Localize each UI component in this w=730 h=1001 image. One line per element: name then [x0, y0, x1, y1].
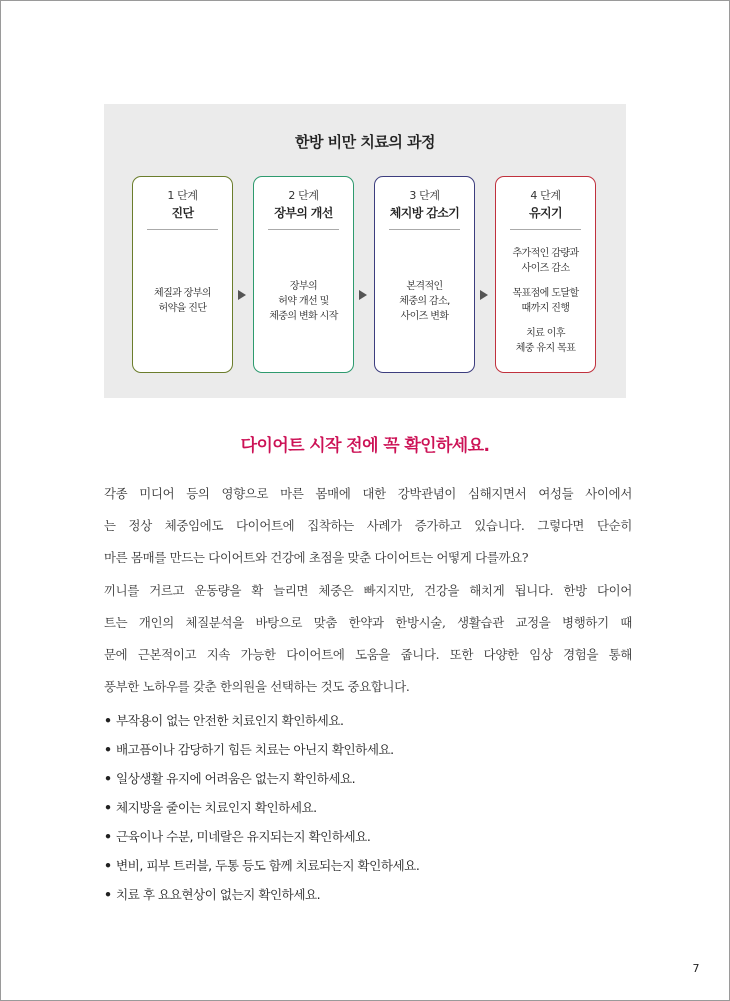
step-description-line: 체중의 변화 시작 [269, 310, 338, 322]
step-description-line: 허약 개선 및 [278, 295, 329, 307]
checklist-item [104, 822, 644, 851]
bullet-icon: • [104, 829, 112, 844]
step-description [375, 230, 474, 372]
step-card-2 [253, 176, 354, 373]
checklist-item [104, 764, 644, 793]
paragraph-line: 풍부한 노하우를 갖춘 한의원을 선택하는 것도 중요합니다. [104, 679, 410, 694]
step-description-group [154, 286, 211, 316]
step-description-group [516, 326, 576, 356]
checklist-text: 체지방을 줄이는 치료인지 확인하세요. [116, 800, 317, 815]
step-description-line: 본격적인 [406, 280, 443, 292]
step-description-group [399, 279, 449, 324]
bullet-icon: • [104, 771, 112, 786]
paragraph-line: 끼니를 거르고 운동량을 확 늘리면 체중은 빠지지만, 건강을 해치게 됩니다. 한방 다이어 [104, 583, 632, 598]
paragraph-line: 각종 미디어 등의 영향으로 마른 몸매에 대한 강박관념이 심해지면서 여성들 사이에서 [104, 486, 632, 501]
step-card-4 [495, 176, 596, 373]
step-description-line: 치료 이후 [526, 328, 565, 339]
step-description-line: 때까지 진행 [521, 303, 570, 314]
page-number: 7 [692, 962, 700, 975]
step-description [254, 230, 353, 372]
treatment-process-diagram [104, 104, 626, 398]
step-name: 체지방 감소기 [389, 206, 460, 220]
paragraph-line: 문에 근본적이고 지속 가능한 다이어트에 도움을 줍니다. 또한 다양한 임상 경험을 통해 [104, 647, 632, 662]
paragraph-1 [104, 478, 632, 574]
step-number: 3 단계 [409, 189, 440, 202]
paragraph-2 [104, 575, 632, 703]
checklist-item [104, 706, 644, 735]
step-name: 진단 [171, 206, 194, 220]
step-description [133, 230, 232, 372]
step-description-group [513, 246, 579, 276]
bullet-icon: • [104, 887, 112, 902]
paragraph-line: 는 정상 체중임에도 다이어트에 집착하는 사례가 증가하고 있습니다. 그렇다면 단순히 [104, 518, 632, 533]
checklist-text: 배고픔이나 감당하기 힘든 치료는 아닌지 확인하세요. [116, 742, 394, 757]
section-headline: 다이어트 시작 전에 꼭 확인하세요. [240, 436, 490, 456]
checklist-item [104, 851, 644, 880]
checklist-text: 부작용이 없는 안전한 치료인지 확인하세요. [116, 713, 344, 728]
step-description-line: 체중의 감소, [399, 295, 450, 307]
checklist-item [104, 880, 644, 909]
paragraph-line: 트는 개인의 체질분석을 바탕으로 맞춤 한약과 한방시술, 생활습관 교정을 병행하기 때 [104, 615, 632, 630]
bullet-icon: • [104, 713, 112, 728]
step-card-3 [374, 176, 475, 373]
step-description-line: 허약을 진단 [158, 303, 207, 314]
checklist-text: 근육이나 수분, 미네랄은 유지되는지 확인하세요. [116, 829, 371, 844]
arrow-right-icon [359, 290, 367, 300]
checklist-item [104, 793, 644, 822]
step-description [496, 230, 595, 372]
checklist-text: 변비, 피부 트러블, 두통 등도 함께 치료되는지 확인하세요. [116, 858, 420, 873]
checklist-text: 일상생활 유지에 어려움은 없는지 확인하세요. [116, 771, 356, 786]
step-number: 1 단계 [167, 189, 198, 202]
checklist-text: 치료 후 요요현상이 없는지 확인하세요. [116, 887, 321, 902]
step-description-line: 장부의 [289, 280, 318, 292]
checklist-item [104, 735, 644, 764]
checklist [104, 706, 644, 909]
step-description-group [513, 286, 579, 316]
step-description-line: 사이즈 변화 [400, 310, 449, 322]
arrow-right-icon [480, 290, 488, 300]
step-description-line: 목표점에 도달할 [512, 288, 579, 299]
step-card-1 [132, 176, 233, 373]
step-name: 유지기 [529, 206, 562, 220]
bullet-icon: • [104, 858, 112, 873]
step-number: 2 단계 [288, 189, 319, 202]
step-description-line: 추가적인 감량과 [512, 248, 579, 259]
step-description-group [269, 279, 338, 324]
step-name: 장부의 개선 [274, 206, 333, 220]
paragraph-line: 마른 몸매를 만드는 다이어트와 건강에 초점을 맞춘 다이어트는 어떻게 다를까요? [104, 550, 529, 565]
step-description-line: 체중 유지 목표 [515, 343, 576, 354]
arrow-right-icon [238, 290, 246, 300]
step-description-line: 사이즈 감소 [521, 263, 570, 274]
bullet-icon: • [104, 800, 112, 815]
bullet-icon: • [104, 742, 112, 757]
diagram-title: 한방 비만 치료의 과정 [294, 133, 436, 151]
step-description-line: 체질과 장부의 [154, 288, 211, 299]
step-number: 4 단계 [530, 189, 561, 202]
